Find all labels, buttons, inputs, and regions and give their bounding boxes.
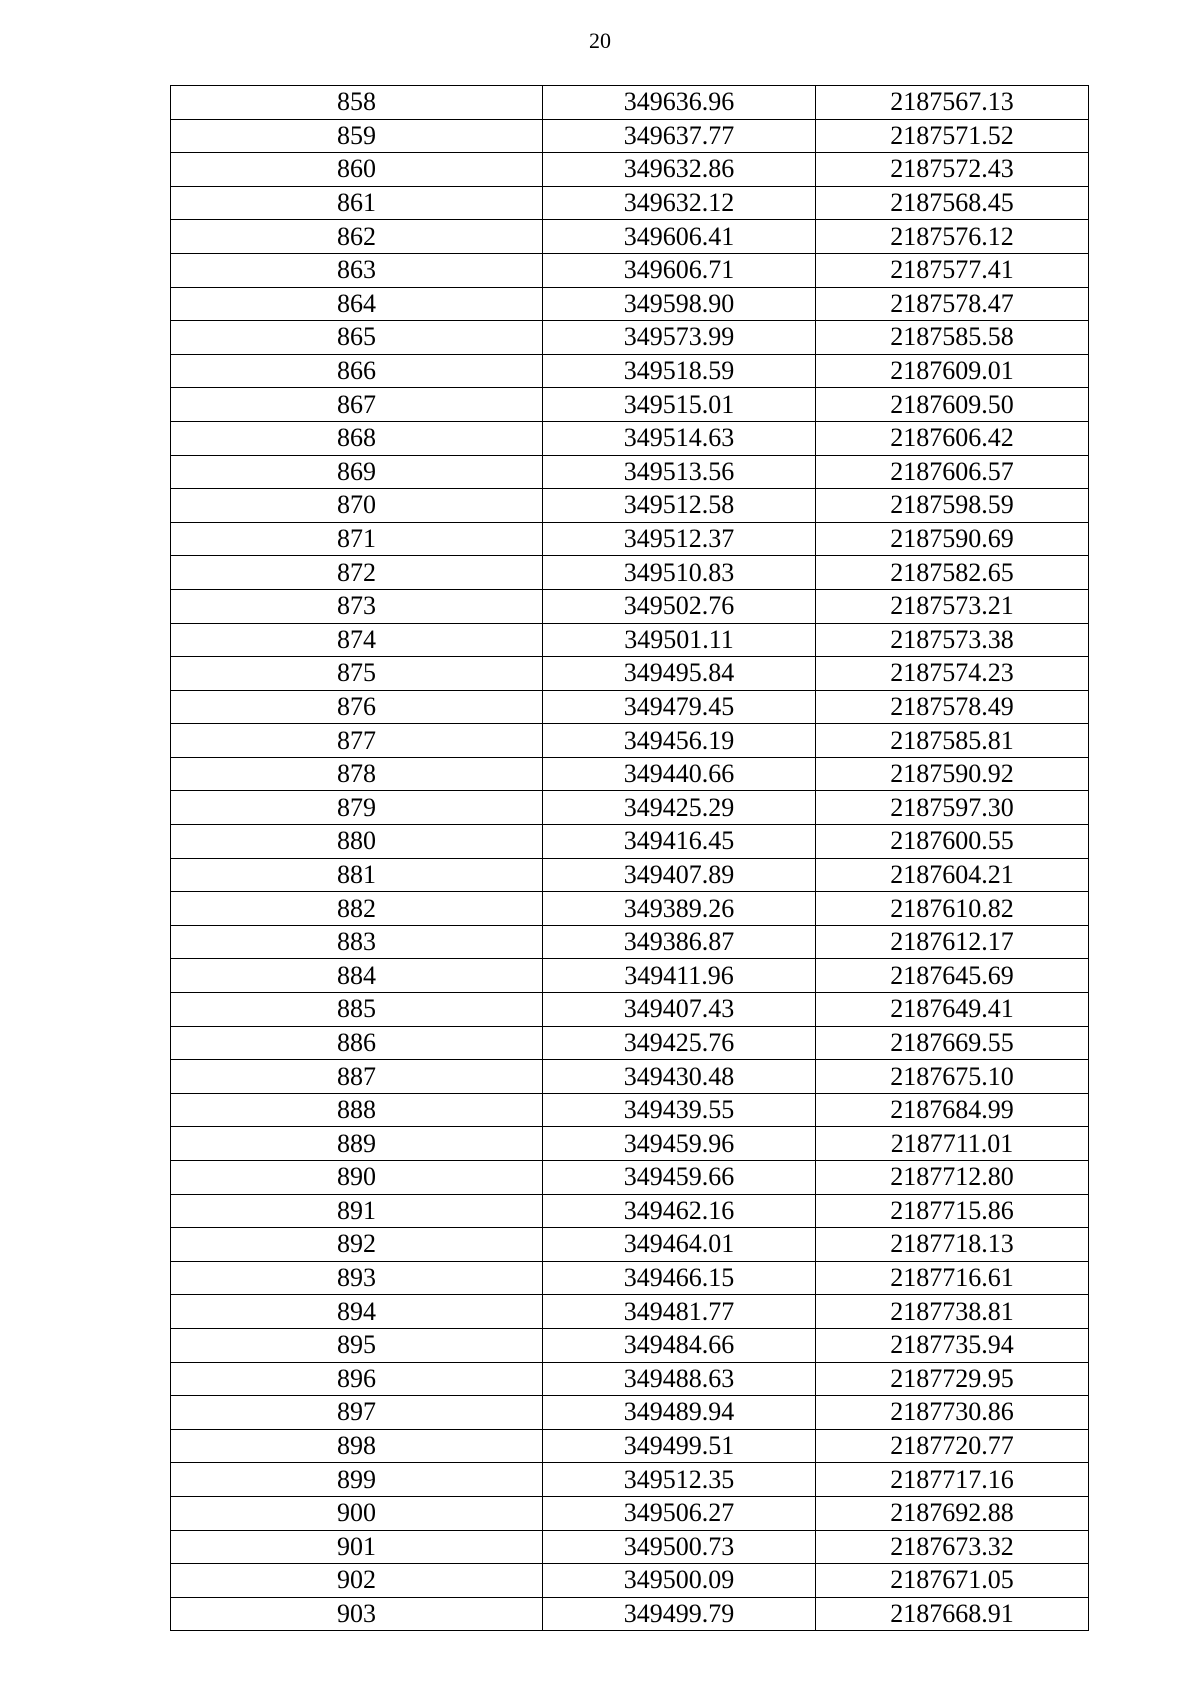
y-coordinate-cell: 2187673.32 [816, 1530, 1089, 1564]
y-coordinate-cell: 2187585.58 [816, 321, 1089, 355]
point-number-cell: 869 [171, 455, 543, 489]
y-coordinate-cell: 2187645.69 [816, 959, 1089, 993]
y-coordinate-cell: 2187692.88 [816, 1496, 1089, 1530]
point-number-cell: 863 [171, 253, 543, 287]
point-number-cell: 880 [171, 825, 543, 859]
x-coordinate-cell: 349407.89 [543, 858, 816, 892]
y-coordinate-cell: 2187675.10 [816, 1060, 1089, 1094]
table-row [171, 1228, 1089, 1262]
y-coordinate-cell: 2187573.38 [816, 623, 1089, 657]
point-number-cell: 874 [171, 623, 543, 657]
point-number-cell: 902 [171, 1564, 543, 1598]
y-coordinate-cell: 2187717.16 [816, 1463, 1089, 1497]
y-coordinate-cell: 2187730.86 [816, 1396, 1089, 1430]
table-row [171, 253, 1089, 287]
x-coordinate-cell: 349502.76 [543, 589, 816, 623]
table-row [171, 455, 1089, 489]
table-row [171, 959, 1089, 993]
table-row [171, 1093, 1089, 1127]
x-coordinate-cell: 349598.90 [543, 287, 816, 321]
table-row [171, 1261, 1089, 1295]
point-number-cell: 900 [171, 1496, 543, 1530]
point-number-cell: 866 [171, 354, 543, 388]
point-number-cell: 894 [171, 1295, 543, 1329]
y-coordinate-cell: 2187571.52 [816, 119, 1089, 153]
point-number-cell: 876 [171, 690, 543, 724]
table-row [171, 556, 1089, 590]
point-number-cell: 860 [171, 153, 543, 187]
y-coordinate-cell: 2187604.21 [816, 858, 1089, 892]
table-row [171, 119, 1089, 153]
x-coordinate-cell: 349425.76 [543, 1026, 816, 1060]
point-number-cell: 872 [171, 556, 543, 590]
x-coordinate-cell: 349506.27 [543, 1496, 816, 1530]
point-number-cell: 887 [171, 1060, 543, 1094]
x-coordinate-cell: 349499.51 [543, 1429, 816, 1463]
y-coordinate-cell: 2187735.94 [816, 1328, 1089, 1362]
x-coordinate-cell: 349513.56 [543, 455, 816, 489]
point-number-cell: 858 [171, 86, 543, 120]
x-coordinate-cell: 349488.63 [543, 1362, 816, 1396]
table-row [171, 1161, 1089, 1195]
y-coordinate-cell: 2187577.41 [816, 253, 1089, 287]
x-coordinate-cell: 349411.96 [543, 959, 816, 993]
table-row [171, 1496, 1089, 1530]
point-number-cell: 889 [171, 1127, 543, 1161]
table-row [171, 791, 1089, 825]
y-coordinate-cell: 2187600.55 [816, 825, 1089, 859]
y-coordinate-cell: 2187567.13 [816, 86, 1089, 120]
page-number: 20 [589, 28, 611, 53]
point-number-cell: 865 [171, 321, 543, 355]
point-number-cell: 881 [171, 858, 543, 892]
y-coordinate-cell: 2187590.69 [816, 522, 1089, 556]
point-number-cell: 890 [171, 1161, 543, 1195]
y-coordinate-cell: 2187572.43 [816, 153, 1089, 187]
point-number-cell: 871 [171, 522, 543, 556]
x-coordinate-cell: 349425.29 [543, 791, 816, 825]
x-coordinate-cell: 349459.96 [543, 1127, 816, 1161]
point-number-cell: 879 [171, 791, 543, 825]
table-row [171, 1530, 1089, 1564]
table-row [171, 287, 1089, 321]
x-coordinate-cell: 349484.66 [543, 1328, 816, 1362]
x-coordinate-cell: 349512.35 [543, 1463, 816, 1497]
x-coordinate-cell: 349499.79 [543, 1597, 816, 1631]
x-coordinate-cell: 349636.96 [543, 86, 816, 120]
point-number-cell: 868 [171, 421, 543, 455]
table-row [171, 825, 1089, 859]
table-row [171, 1026, 1089, 1060]
point-number-cell: 862 [171, 220, 543, 254]
y-coordinate-cell: 2187609.50 [816, 388, 1089, 422]
table-row [171, 1597, 1089, 1631]
x-coordinate-cell: 349464.01 [543, 1228, 816, 1262]
table-row [171, 1295, 1089, 1329]
x-coordinate-cell: 349606.41 [543, 220, 816, 254]
y-coordinate-cell: 2187668.91 [816, 1597, 1089, 1631]
point-number-cell: 903 [171, 1597, 543, 1631]
y-coordinate-cell: 2187712.80 [816, 1161, 1089, 1195]
y-coordinate-cell: 2187590.92 [816, 757, 1089, 791]
table-row [171, 858, 1089, 892]
table-row [171, 690, 1089, 724]
table-row [171, 522, 1089, 556]
table-row [171, 321, 1089, 355]
x-coordinate-cell: 349637.77 [543, 119, 816, 153]
table-row [171, 892, 1089, 926]
point-number-cell: 867 [171, 388, 543, 422]
x-coordinate-cell: 349416.45 [543, 825, 816, 859]
y-coordinate-cell: 2187585.81 [816, 724, 1089, 758]
point-number-cell: 901 [171, 1530, 543, 1564]
x-coordinate-cell: 349501.11 [543, 623, 816, 657]
point-number-cell: 899 [171, 1463, 543, 1497]
x-coordinate-cell: 349407.43 [543, 993, 816, 1027]
y-coordinate-cell: 2187669.55 [816, 1026, 1089, 1060]
coordinates-table-body [171, 86, 1089, 1631]
table-row [171, 1060, 1089, 1094]
y-coordinate-cell: 2187597.30 [816, 791, 1089, 825]
x-coordinate-cell: 349510.83 [543, 556, 816, 590]
point-number-cell: 873 [171, 589, 543, 623]
x-coordinate-cell: 349515.01 [543, 388, 816, 422]
x-coordinate-cell: 349479.45 [543, 690, 816, 724]
point-number-cell: 884 [171, 959, 543, 993]
x-coordinate-cell: 349512.37 [543, 522, 816, 556]
y-coordinate-cell: 2187598.59 [816, 489, 1089, 523]
point-number-cell: 886 [171, 1026, 543, 1060]
table-row [171, 623, 1089, 657]
table-row [171, 1564, 1089, 1598]
coordinates-table [170, 85, 1089, 1631]
table-row [171, 153, 1089, 187]
x-coordinate-cell: 349606.71 [543, 253, 816, 287]
point-number-cell: 859 [171, 119, 543, 153]
y-coordinate-cell: 2187720.77 [816, 1429, 1089, 1463]
point-number-cell: 883 [171, 925, 543, 959]
y-coordinate-cell: 2187606.42 [816, 421, 1089, 455]
x-coordinate-cell: 349430.48 [543, 1060, 816, 1094]
x-coordinate-cell: 349573.99 [543, 321, 816, 355]
table-row [171, 1194, 1089, 1228]
y-coordinate-cell: 2187574.23 [816, 657, 1089, 691]
y-coordinate-cell: 2187576.12 [816, 220, 1089, 254]
table-row [171, 993, 1089, 1027]
x-coordinate-cell: 349466.15 [543, 1261, 816, 1295]
x-coordinate-cell: 349389.26 [543, 892, 816, 926]
y-coordinate-cell: 2187649.41 [816, 993, 1089, 1027]
point-number-cell: 898 [171, 1429, 543, 1463]
y-coordinate-cell: 2187671.05 [816, 1564, 1089, 1598]
table-row [171, 86, 1089, 120]
table-row [171, 724, 1089, 758]
table-row [171, 421, 1089, 455]
y-coordinate-cell: 2187610.82 [816, 892, 1089, 926]
point-number-cell: 888 [171, 1093, 543, 1127]
y-coordinate-cell: 2187729.95 [816, 1362, 1089, 1396]
y-coordinate-cell: 2187715.86 [816, 1194, 1089, 1228]
point-number-cell: 878 [171, 757, 543, 791]
table-row [171, 657, 1089, 691]
x-coordinate-cell: 349500.09 [543, 1564, 816, 1598]
y-coordinate-cell: 2187568.45 [816, 186, 1089, 220]
y-coordinate-cell: 2187582.65 [816, 556, 1089, 590]
y-coordinate-cell: 2187711.01 [816, 1127, 1089, 1161]
y-coordinate-cell: 2187684.99 [816, 1093, 1089, 1127]
point-number-cell: 877 [171, 724, 543, 758]
point-number-cell: 885 [171, 993, 543, 1027]
y-coordinate-cell: 2187578.47 [816, 287, 1089, 321]
table-row [171, 1396, 1089, 1430]
x-coordinate-cell: 349456.19 [543, 724, 816, 758]
x-coordinate-cell: 349500.73 [543, 1530, 816, 1564]
point-number-cell: 891 [171, 1194, 543, 1228]
y-coordinate-cell: 2187609.01 [816, 354, 1089, 388]
x-coordinate-cell: 349489.94 [543, 1396, 816, 1430]
x-coordinate-cell: 349512.58 [543, 489, 816, 523]
point-number-cell: 864 [171, 287, 543, 321]
table-row [171, 1328, 1089, 1362]
table-row [171, 589, 1089, 623]
table-row [171, 186, 1089, 220]
point-number-cell: 895 [171, 1328, 543, 1362]
table-row [171, 757, 1089, 791]
point-number-cell: 896 [171, 1362, 543, 1396]
y-coordinate-cell: 2187716.61 [816, 1261, 1089, 1295]
y-coordinate-cell: 2187578.49 [816, 690, 1089, 724]
x-coordinate-cell: 349459.66 [543, 1161, 816, 1195]
table-row [171, 220, 1089, 254]
point-number-cell: 893 [171, 1261, 543, 1295]
x-coordinate-cell: 349632.12 [543, 186, 816, 220]
table-row [171, 1362, 1089, 1396]
x-coordinate-cell: 349440.66 [543, 757, 816, 791]
point-number-cell: 861 [171, 186, 543, 220]
x-coordinate-cell: 349439.55 [543, 1093, 816, 1127]
table-row [171, 925, 1089, 959]
table-row [171, 1463, 1089, 1497]
table-row [171, 1429, 1089, 1463]
table-row [171, 489, 1089, 523]
point-number-cell: 882 [171, 892, 543, 926]
x-coordinate-cell: 349495.84 [543, 657, 816, 691]
x-coordinate-cell: 349386.87 [543, 925, 816, 959]
x-coordinate-cell: 349514.63 [543, 421, 816, 455]
x-coordinate-cell: 349518.59 [543, 354, 816, 388]
x-coordinate-cell: 349632.86 [543, 153, 816, 187]
table-row [171, 388, 1089, 422]
y-coordinate-cell: 2187612.17 [816, 925, 1089, 959]
table-row [171, 354, 1089, 388]
x-coordinate-cell: 349462.16 [543, 1194, 816, 1228]
y-coordinate-cell: 2187573.21 [816, 589, 1089, 623]
y-coordinate-cell: 2187738.81 [816, 1295, 1089, 1329]
x-coordinate-cell: 349481.77 [543, 1295, 816, 1329]
point-number-cell: 897 [171, 1396, 543, 1430]
point-number-cell: 892 [171, 1228, 543, 1262]
point-number-cell: 870 [171, 489, 543, 523]
point-number-cell: 875 [171, 657, 543, 691]
y-coordinate-cell: 2187718.13 [816, 1228, 1089, 1262]
y-coordinate-cell: 2187606.57 [816, 455, 1089, 489]
table-row [171, 1127, 1089, 1161]
